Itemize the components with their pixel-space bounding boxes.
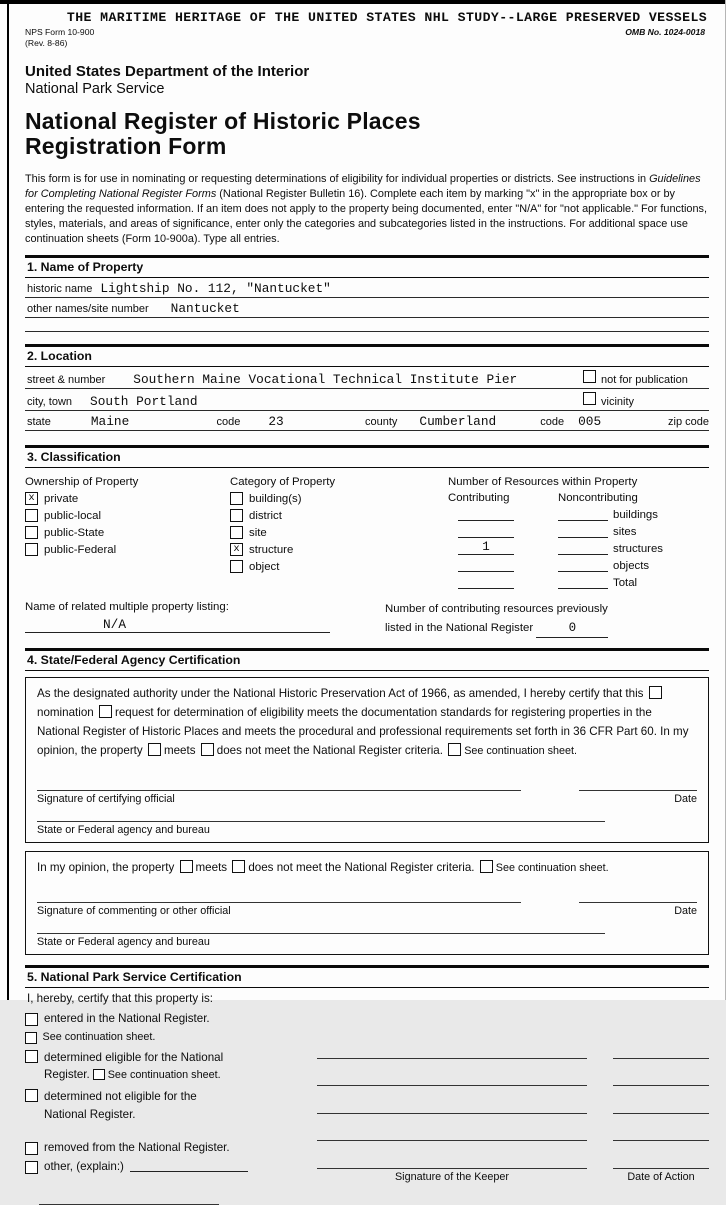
cert2-intro: In my opinion, the property [37,861,175,875]
resources-row-sites [448,523,709,538]
commenting-agency-line[interactable] [37,917,605,934]
certifying-agency-line[interactable] [37,805,605,822]
commenting-date-label: Date [674,905,697,918]
commenting-agency-label: State or Federal agency and bureau [37,936,210,949]
category-title: Category of Property [230,476,336,489]
request-checkbox[interactable] [99,705,112,718]
related-listing-field[interactable]: N/A [25,617,330,633]
instructions-seg3: (National Register Bulletin 16). Complete each item by marking "x" in the appropriate box or by entering the requested information. If an item does not apply to the property being documented, enter "N/A" for "not applicable." For functions, styles, materials, and areas of significance, enter only the categories and subcategories listed in the instructions. For additional space use continuation sheets (Form 10-900a). Type all entries. [25,187,708,245]
state-label: state [27,416,51,429]
instructions-seg1: This form is for use in nominating or requesting determinations of eligibility for individual properties or districts. See instructions in [25,172,650,185]
previously-listed-field[interactable]: 0 [536,619,608,639]
commenting-signature-label: Signature of commenting or other official [37,905,231,918]
category-object-checkbox[interactable] [230,560,243,573]
cert1-continuation-label: See continuation sheet. [464,744,578,757]
certification-box-2 [25,851,709,955]
removed-label: removed from the National Register. [44,1141,230,1155]
category-structure-checkbox[interactable]: x [230,543,243,556]
keeper-signature-line-1[interactable] [317,1050,587,1059]
not-for-publication-label: not for publication [601,374,688,387]
nomination-label: nomination [37,706,94,720]
section4-heading: 4. State/Federal Agency Certification [25,648,709,671]
resources-row-total [448,574,709,589]
section3-heading: 3. Classification [25,445,709,468]
ownership-public-federal-label: public-Federal [44,543,117,556]
keeper-row-3 [317,1086,709,1114]
ownership-column [25,473,230,591]
removed-checkbox[interactable] [25,1142,38,1155]
keeper-signature-label: Signature of the Keeper [394,1170,510,1183]
certification-box-1 [25,677,709,843]
street-label: street & number [27,374,106,387]
certifying-agency-label: State or Federal agency and bureau [37,824,210,837]
form-title-line1: National Register of Historic Places [25,108,421,135]
ownership-private-label: private [44,492,79,505]
bureau-name: National Park Service [25,81,165,98]
resources-total-label: Total [613,577,638,590]
other-checkbox[interactable] [25,1161,38,1174]
resources-row-structures [448,540,709,555]
noncontributing-buildings-field[interactable] [558,506,608,521]
vicinity-label: vicinity [601,396,635,409]
cert1-continuation-checkbox[interactable] [448,743,461,756]
keeper-date-line-2[interactable] [613,1077,709,1086]
entered-continuation-label: See continuation sheet. [42,1031,156,1044]
ownership-public-state-checkbox[interactable] [25,526,38,539]
noncontributing-objects-field[interactable] [558,557,608,572]
cert1-meets-checkbox[interactable] [148,743,161,756]
form-number: NPS Form 10-900 [25,27,95,37]
resources-objects-label: objects [613,560,650,573]
resources-row-objects [448,557,709,572]
determined-eligible-continuation-checkbox[interactable] [93,1069,105,1081]
state-code-label: code [216,416,241,429]
county-field[interactable]: Cumberland [419,414,497,430]
certifying-signature-label: Signature of certifying official [37,793,175,806]
category-object-label: object [249,560,280,573]
resources-row-buildings [448,506,709,521]
not-for-publication-checkbox[interactable] [583,370,596,383]
cert1-does-not-meet-label: does not meet the National Register criteria. [216,743,443,757]
historic-name-field[interactable]: Lightship No. 112, "Nantucket" [100,281,331,297]
county-code-field[interactable]: 005 [578,414,602,430]
cert2-does-not-meet-label: does not meet the National Register criteria. [248,861,475,875]
keeper-date-line-5[interactable] [613,1160,709,1169]
omb-number: OMB No. 1024-0018 [625,27,705,37]
cert2-continuation-label: See continuation sheet. [495,862,609,875]
entered-checkbox[interactable] [25,1013,38,1026]
category-buildings-checkbox[interactable] [230,492,243,505]
form-number-block [25,27,94,48]
certifying-signature-line[interactable] [37,780,521,791]
category-site-checkbox[interactable] [230,526,243,539]
commenting-signature-line[interactable] [37,892,521,903]
cert2-meets-label: meets [195,861,228,875]
contributing-objects-field[interactable] [458,557,514,572]
determined-not-line1: determined not eligible for the [44,1090,197,1104]
certifying-date-label: Date [674,793,697,806]
cert2-does-not-meet-checkbox[interactable] [232,860,245,873]
contributing-total-field[interactable] [458,574,514,589]
contributing-header: Contributing [448,492,510,505]
contributing-structures-field[interactable]: 1 [458,540,514,555]
noncontributing-sites-field[interactable] [558,523,608,538]
section2-heading: 2. Location [25,344,709,367]
noncontributing-header: Noncontributing [558,492,638,505]
keeper-signature-line-2[interactable] [317,1077,587,1086]
county-label: county [365,416,398,429]
category-district-label: district [249,509,282,522]
previously-listed-line1: Number of contributing resources previously [385,603,608,616]
keeper-date-line-3[interactable] [613,1105,709,1114]
keeper-row-2 [317,1059,709,1087]
form-title [25,109,709,157]
related-listing-label: Name of related multiple property listing: [25,601,229,614]
ownership-public-local-checkbox[interactable] [25,509,38,522]
nps-cert-intro: I, hereby, certify that this property is: [27,992,214,1006]
instructions-paragraph [25,172,709,247]
ownership-title: Ownership of Property [25,476,139,489]
determined-eligible-continuation-label: See continuation sheet. [107,1069,221,1082]
resources-column [448,473,709,591]
ownership-private-checkbox[interactable]: x [25,492,38,505]
ownership-public-federal-checkbox[interactable] [25,543,38,556]
cert1-seg2: request for determination of eligibility meets the documentation standards for registering properties in the National Register of Historic Places and meets the procedural and professional requirements set forth in 36 CFR Part 60. In my opinion, the property [37,706,689,757]
keeper-signature-line-3[interactable] [317,1105,587,1114]
category-buildings-label: building(s) [249,492,302,505]
determined-eligible-checkbox[interactable] [25,1050,38,1063]
ownership-public-local-label: public-local [44,509,101,522]
certifying-date-line[interactable] [579,780,697,791]
determined-not-line2: National Register. [44,1107,136,1121]
keeper-row-5 [317,1141,709,1169]
resources-title: Number of Resources within Property [448,476,638,489]
category-site-label: site [249,526,267,539]
agency-name: United States Department of the Interior [25,63,310,81]
ownership-public-state-label: public-State [44,526,105,539]
left-bottom-line[interactable] [39,1190,219,1205]
keeper-date-line-4[interactable] [613,1132,709,1141]
cert1-meets-label: meets [163,743,196,757]
entered-label: entered in the National Register. [44,1012,210,1026]
state-field[interactable]: Maine [90,414,130,430]
category-column [230,473,448,591]
city-field[interactable]: South Portland [90,394,198,410]
study-banner: THE MARITIME HERITAGE OF THE UNITED STATES NHL STUDY--LARGE PRESERVED VESSELS [66,10,708,25]
section1-heading: 1. Name of Property [25,255,709,278]
other-names-field[interactable]: Nantucket [170,301,240,317]
keeper-signature-line-4[interactable] [317,1132,587,1141]
keeper-date-line-1[interactable] [613,1050,709,1059]
resources-buildings-label: buildings [613,509,658,522]
noncontributing-structures-field[interactable] [558,540,608,555]
keeper-signature-line-5[interactable] [317,1160,587,1169]
date-of-action-label: Date of Action [627,1170,695,1183]
instructions-italic-title: Guidelines for Completing National Register Forms [25,172,701,200]
zip-label: zip code [668,416,709,429]
other-names-label: other names/site number [27,303,149,316]
noncontributing-total-field[interactable] [558,574,608,589]
determined-not-eligible-checkbox[interactable] [25,1089,38,1102]
cert1-seg1: As the designated authority under the National Historic Preservation Act of 1966, as amended, I hereby certify that this [37,687,644,701]
form-revision: (Rev. 8-86) [25,37,68,48]
section1-blank-line[interactable] [25,318,709,332]
form-title-line2: Registration Form [25,132,227,159]
contributing-sites-field[interactable] [458,523,514,538]
other-label: other, (explain:) [44,1160,124,1174]
cert1-does-not-meet-checkbox[interactable] [201,743,214,756]
nomination-checkbox[interactable] [649,686,662,699]
cert2-meets-checkbox[interactable] [180,860,193,873]
category-district-checkbox[interactable] [230,509,243,522]
contributing-buildings-field[interactable] [458,506,514,521]
keeper-row-1 [317,1031,709,1059]
commenting-date-line[interactable] [579,892,697,903]
keeper-row-4 [317,1114,709,1142]
previously-listed-line2: listed in the National Register [385,621,534,634]
street-field[interactable]: Southern Maine Vocational Technical Institute Pier [133,372,518,388]
determined-eligible-line1: determined eligible for the National [44,1050,224,1064]
city-label: city, town [27,396,73,409]
historic-name-label: historic name [27,283,93,296]
cert2-continuation-checkbox[interactable] [480,860,493,873]
category-structure-label: structure [249,543,294,556]
county-code-label: code [540,416,565,429]
vicinity-checkbox[interactable] [583,392,596,405]
resources-sites-label: sites [613,526,637,539]
determined-eligible-line2: Register. [44,1068,90,1082]
state-code-field[interactable]: 23 [268,414,284,430]
section5-heading: 5. National Park Service Certification [25,965,709,988]
resources-structures-label: structures [613,543,664,556]
entered-continuation-checkbox[interactable] [25,1032,37,1044]
other-explain-line[interactable] [130,1160,248,1172]
